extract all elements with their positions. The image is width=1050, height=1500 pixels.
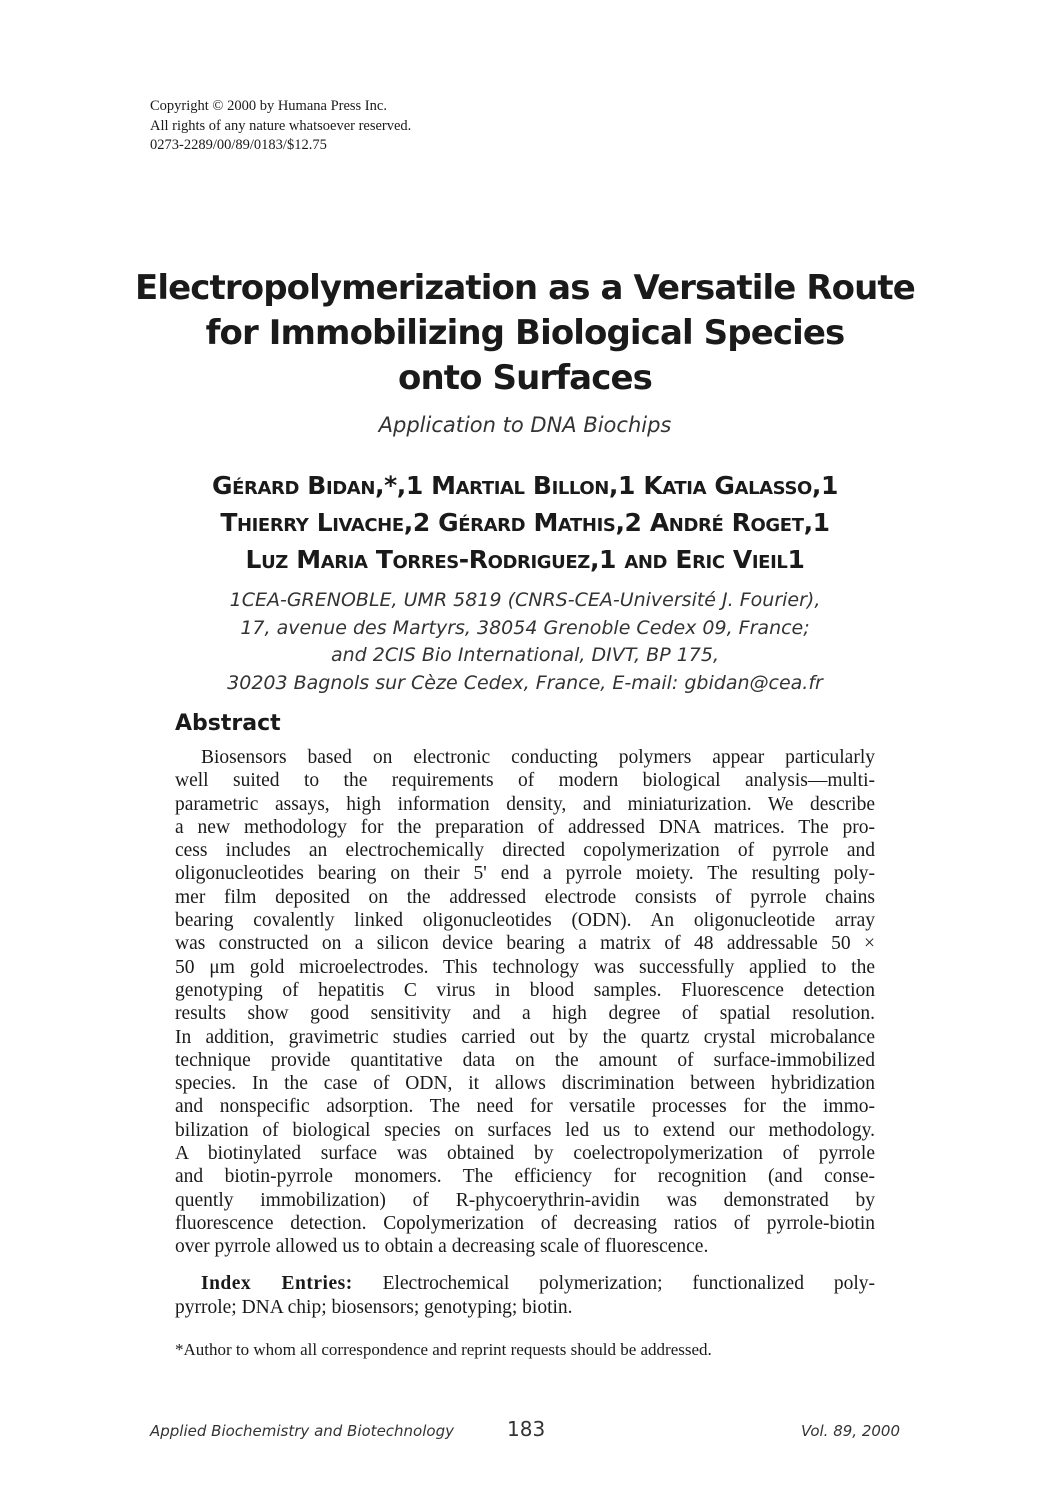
abstract-line: bearing covalently linked oligonucleotides (ODN). An oligonucleotide array [175,910,875,932]
abstract-line: fluorescence detection. Copolymerization of decreasing ratios of pyrrole-biotin [175,1212,875,1234]
footer-volume: Vol. 89, 2000 [800,1422,900,1440]
abstract-heading: Abstract [175,711,281,736]
abstract-line: results show good sensitivity and a high degree of spatial resolution. [175,1003,875,1025]
author-line-1: Gérard Bidan,*,1 Martial Billon,1 Katia Galasso,1 [212,471,838,500]
abstract-line: a new methodology for the preparation of addressed DNA matrices. The pro- [175,816,875,838]
abstract-line: mer film deposited on the addressed electrode consists of pyrrole chains [175,886,875,908]
affiliation-line-4: 30203 Bagnols sur Cèze Cedex, France, E-mail: gbidan@cea.fr [227,671,823,694]
abstract-line: oligonucleotides bearing on their 5' end a pyrrole moiety. The resulting poly- [175,863,875,885]
article-title [0,266,1050,401]
issn-line: 0273-2289/00/89/0183/$12.75 [150,137,327,153]
copyright-block [150,97,411,156]
abstract-line: Biosensors based on electronic conducting polymers appear particularly [201,747,875,768]
rights-line: All rights of any nature whatsoever reserved. [150,117,412,134]
author-line-3: Luz Maria Torres-Rodriguez,1 and Eric Vieil1 [245,545,805,574]
abstract-line: species. In the case of ODN, it allows discrimination between hybridization [175,1073,875,1095]
abstract-line: In addition, gravimetric studies carried out by the quartz crystal microbalance [175,1026,875,1048]
abstract-line: A biotinylated surface was obtained by coelectropolymerization of pyrrole [175,1143,875,1165]
abstract-line: quently immobilization) of R-phycoerythrin-avidin was demonstrated by [175,1189,875,1211]
correspondence-footnote: *Author to whom all correspondence and reprint requests should be addressed. [175,1340,712,1359]
abstract-line: 50 μm gold microelectrodes. This technology was successfully applied to the [175,956,875,978]
title-line-2: for Immobilizing Biological Species [205,313,845,353]
abstract-line: and nonspecific adsorption. The need for versatile processes for the immo- [175,1096,875,1118]
author-list [0,467,1050,578]
abstract-body [175,746,875,1259]
affiliation-line-1: 1CEA-GRENOBLE, UMR 5819 (CNRS-CEA-Université J. Fourier), [229,589,821,611]
title-line-1: Electropolymerization as a Versatile Route [135,268,915,308]
abstract-line: bilization of biological species on surfaces led us to extend our methodology. [175,1119,875,1141]
abstract-line: genotyping of hepatitis C virus in blood samples. Fluorescence detection [175,979,875,1001]
abstract-line: technique provide quantitative data on the amount of surface-immobilized [175,1049,875,1071]
affiliation-block [0,587,1050,697]
index-entries-text: Electrochemical polymerization; functionalized poly- [352,1273,875,1294]
index-entries-line-2: pyrrole; DNA chip; biosensors; genotyping; biotin. [175,1297,573,1318]
footer-page-number: 183 [507,1417,546,1441]
copyright-line: Copyright © 2000 by Humana Press Inc. [150,98,387,114]
index-entries-line-1 [175,1272,875,1296]
abstract-line: was constructed on a silicon device bearing a matrix of 48 addressable 50 × [175,933,875,955]
abstract-line: over pyrrole allowed us to obtain a decreasing scale of fluorescence. [175,1236,709,1258]
author-line-2: Thierry Livache,2 Gérard Mathis,2 André Roget,1 [220,508,830,537]
index-entries-label: Index Entries: [201,1273,353,1294]
abstract-line: well suited to the requirements of modern biological analysis—multi- [175,770,875,792]
affiliation-line-3: and 2CIS Bio International, DIVT, BP 175, [331,644,719,666]
abstract-line: parametric assays, high information density, and miniaturization. We describe [175,793,875,815]
footer-journal-name: Applied Biochemistry and Biotechnology [150,1422,454,1440]
abstract-line: cess includes an electrochemically directed copolymerization of pyrrole and [175,840,875,862]
abstract-line: and biotin-pyrrole monomers. The efficiency for recognition (and conse- [175,1166,875,1188]
article-subtitle: Application to DNA Biochips [378,413,672,437]
index-entries [175,1272,875,1320]
title-line-3: onto Surfaces [398,358,652,398]
affiliation-line-2: 17, avenue des Martyrs, 38054 Grenoble Cedex 09, France; [240,616,810,639]
